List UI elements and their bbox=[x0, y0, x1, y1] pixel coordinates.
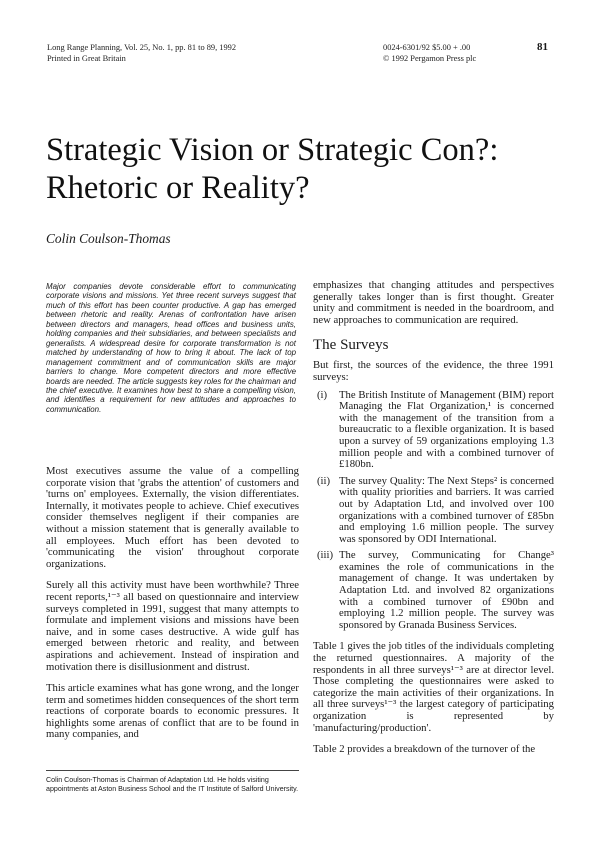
survey-list bbox=[313, 390, 554, 632]
body-paragraph: This article examines what has gone wrong, and the longer term and sometimes hidden consequences of the short term reactions of corporate boards to economic pressures. It highlights some arenas of conflict that are to be found in many companies, and bbox=[46, 682, 299, 741]
right-column bbox=[313, 280, 554, 766]
list-item bbox=[313, 390, 554, 471]
body-paragraph: emphasizes that changing attitudes and perspectives generally takes longer than is first thought. Greater unity and commitment is needed in the boardroom, and new approaches to communication are required. bbox=[313, 279, 554, 326]
journal-citation bbox=[47, 43, 307, 64]
printed-line: Printed in Great Britain bbox=[47, 53, 126, 63]
author-name: Colin Coulson-Thomas bbox=[46, 231, 171, 246]
journal-line: Long Range Planning, Vol. 25, No. 1, pp. 81 to 89, 1992 bbox=[47, 43, 237, 52]
body-paragraph: Table 2 provides a breakdown of the turnover of the bbox=[313, 743, 536, 756]
list-item-number: (iii) bbox=[317, 549, 334, 562]
publisher-info bbox=[383, 43, 523, 64]
list-item bbox=[313, 550, 554, 631]
list-item-text: The British Institute of Management (BIM) report Managing the Flat Organization,¹ is concerned with the management of the transition from a bureaucratic to a flexible organization. It is based upon a survey of 59 organizations employing 1.3 million people and with a combined turnover of £180bn. bbox=[339, 388, 554, 471]
left-column bbox=[46, 466, 299, 751]
title-line-1: Strategic Vision or Strategic Con?: bbox=[46, 132, 499, 168]
section-intro: But first, the sources of the evidence, the three 1991 surveys: bbox=[313, 359, 554, 383]
list-item bbox=[313, 476, 554, 546]
footnote-divider bbox=[46, 770, 299, 771]
list-item-number: (i) bbox=[317, 388, 328, 401]
copyright-line: © 1992 Pergamon Press plc bbox=[383, 53, 477, 63]
title-line-2: Rhetoric or Reality? bbox=[46, 170, 310, 206]
body-paragraph: Most executives assume the value of a compelling corporate vision that 'grabs the attention' of customers and 'turns on' employees. Externally, the vision differentiates. Internally, it motivates people to achieve. Chief executives consider themselves negligent if their companies are without a mission statement that is generally available to all employees. Much effort has been devoted to 'communicating the vision' throughout corporate organizations. bbox=[46, 465, 299, 570]
article-title bbox=[46, 131, 566, 207]
body-paragraph: Surely all this activity must have been worthwhile? Three recent reports,¹⁻³ all based on questionnaire and interview surveys completed in 1991, suggest that many attempts to formulate and implement visions and missions have been naive, and in some cases destructive. A wide gulf has emerged between rhetoric and reality, and between aspirations and achievement. Instead of inspiration and motivation there is disillusionment and distrust. bbox=[46, 579, 299, 673]
list-item-number: (ii) bbox=[317, 474, 331, 487]
list-item-text: The survey, Communicating for Change³ examines the role of communications in the management of change. It was undertaken by Adaptation Ltd. and involved 82 organizations with a combined turnover of £90bn and employing 1.2 million people. The survey was sponsored by Granada Business Services. bbox=[339, 549, 554, 631]
abstract: Major companies devote considerable effort to communicating corporate visions and missions. Yet three recent surveys suggest that much of this effort has been counter productive. A gap has emerged between rhetoric and reality. Arenas of confrontation have arisen between directors and managers, head offices and business units, holding companies and their subsidiaries, and between specialists and generalists. A widespread desire for corporate transformation is not matched by understanding of how to bring it about. The lack of top management commitment and of communication skills are major barriers to change. More competent directors and more effective boards are needed. The article suggests key roles for the chairman and the chief executive. It examines how best to share a compelling vision, and identifies a requirement for new attitudes and approaches to communication. bbox=[46, 282, 296, 414]
section-heading: The Surveys bbox=[313, 337, 389, 354]
price-line: 0024-6301/92 $5.00 + .00 bbox=[383, 43, 471, 52]
page-number: 81 bbox=[537, 41, 548, 53]
list-item-text: The survey Quality: The Next Steps² is concerned with quality priorities and barriers. It was carried out by Adaptation Ltd, and involved over 100 organizations with a combined turnover of £85bn and employing 1.6 million people. The survey was sponsored by ODI International. bbox=[339, 474, 554, 545]
body-paragraph: Table 1 gives the job titles of the individuals completing the returned questionnaires. A majority of the respondents in all three surveys¹⁻³ are at director level. Those completing the questionnaires were asked to categorize the main activities of their organizations. In all three surveys¹⁻³ the largest category of participating organization is represented by 'manufacturing/production'. bbox=[313, 640, 554, 734]
author-footnote: Colin Coulson-Thomas is Chairman of Adaptation Ltd. He holds visiting appointments at Aston Business School and the IT Institute of Salford University. bbox=[46, 776, 299, 793]
